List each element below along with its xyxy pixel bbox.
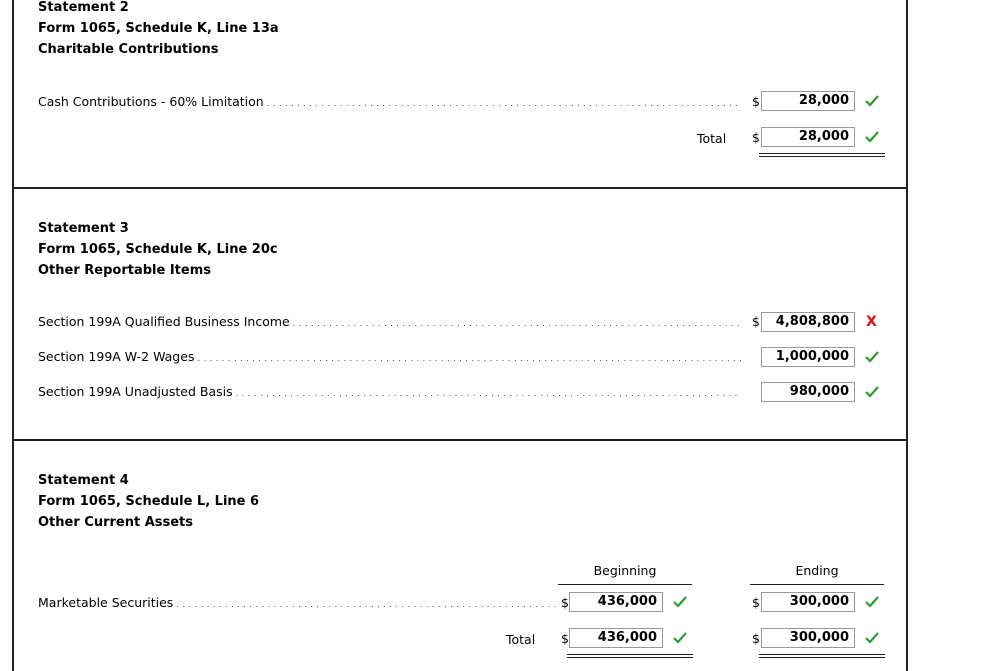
- statement-title: Statement 2: [38, 0, 129, 15]
- statement-3-header: [38, 218, 278, 281]
- securities-ending-input[interactable]: 300,000: [761, 592, 855, 612]
- column-header-ending: Ending: [795, 563, 839, 578]
- statement-2-header: [38, 0, 279, 60]
- currency-symbol: $: [752, 314, 760, 329]
- currency-symbol: $: [752, 631, 760, 646]
- total-contributions-input[interactable]: 28,000: [761, 127, 855, 147]
- statement-4-header: [38, 470, 259, 533]
- form-reference: Form 1065, Schedule L, Line 6: [38, 494, 260, 509]
- statement-subtitle: Other Current Assets: [38, 515, 194, 530]
- check-icon: [673, 631, 687, 645]
- form-reference: Form 1065, Schedule K, Line 13a: [38, 21, 279, 36]
- w2-wages-input[interactable]: 1,000,000: [761, 347, 855, 367]
- check-icon: [865, 130, 879, 144]
- row-label-unadjusted-basis: Section 199A Unadjusted Basis . . .: [38, 383, 741, 403]
- column-underline: [750, 584, 884, 585]
- statement-title: Statement 4: [38, 473, 129, 488]
- total-label: Total: [506, 632, 536, 647]
- double-underline: [567, 654, 693, 658]
- currency-symbol: $: [561, 631, 569, 646]
- error-x-icon: X: [866, 314, 877, 330]
- total-beginning-input[interactable]: 436,000: [569, 628, 663, 648]
- currency-symbol: $: [752, 130, 760, 145]
- cash-contributions-input[interactable]: 28,000: [761, 91, 855, 111]
- column-underline: [558, 584, 692, 585]
- total-label: Total: [697, 131, 727, 146]
- row-label-w2-wages: Section 199A W-2 Wages . . .: [38, 348, 741, 368]
- check-icon: [673, 595, 687, 609]
- column-header-beginning: Beginning: [593, 563, 657, 578]
- securities-beginning-input[interactable]: 436,000: [569, 592, 663, 612]
- currency-symbol: $: [752, 94, 760, 109]
- unadjusted-basis-input[interactable]: 980,000: [761, 382, 855, 402]
- check-icon: [865, 595, 879, 609]
- currency-symbol: $: [752, 595, 760, 610]
- statement-subtitle: Charitable Contributions: [38, 42, 219, 57]
- row-label-marketable-securities: Marketable Securities . . .: [38, 594, 556, 614]
- double-underline: [759, 153, 885, 157]
- check-icon: [865, 94, 879, 108]
- statement-subtitle: Other Reportable Items: [38, 263, 211, 278]
- section-divider: [12, 187, 908, 189]
- qbi-input[interactable]: 4,808,800: [761, 312, 855, 332]
- check-icon: [865, 631, 879, 645]
- section-divider: [12, 439, 908, 441]
- total-ending-input[interactable]: 300,000: [761, 628, 855, 648]
- row-label-qbi: Section 199A Qualified Business Income . . .: [38, 313, 741, 333]
- row-label-cash-contributions: Cash Contributions - 60% Limitation . . .: [38, 93, 741, 113]
- currency-symbol: $: [561, 595, 569, 610]
- form-reference: Form 1065, Schedule K, Line 20c: [38, 242, 278, 257]
- double-underline: [759, 654, 885, 658]
- statement-title: Statement 3: [38, 221, 129, 236]
- check-icon: [865, 385, 879, 399]
- check-icon: [865, 350, 879, 364]
